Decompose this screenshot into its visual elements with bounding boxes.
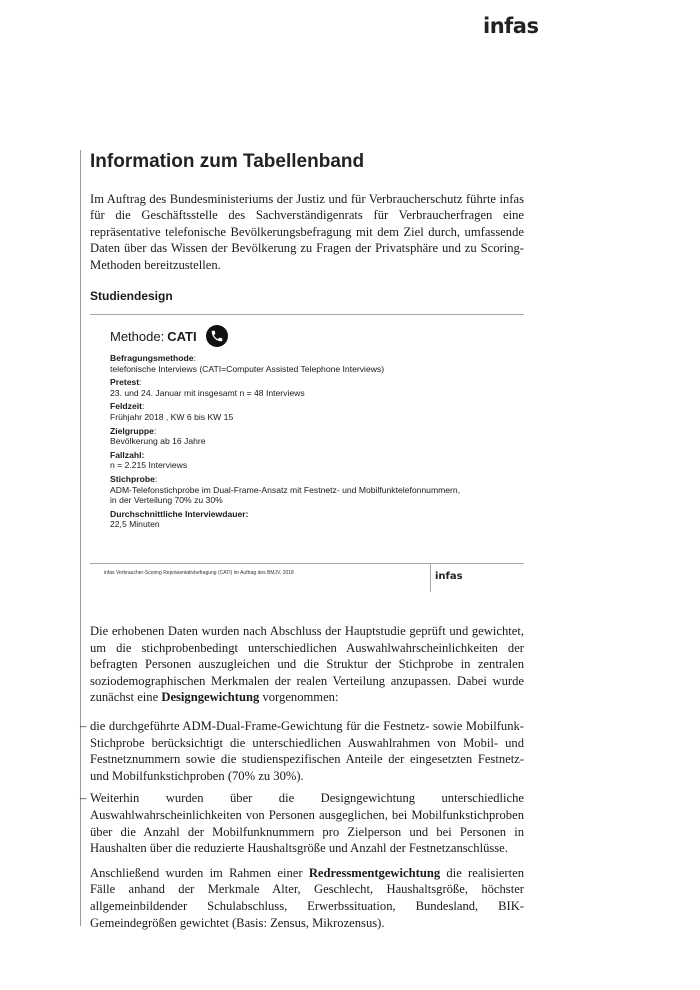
- footer-divider: [430, 564, 431, 592]
- p1-text-start: Die erhobenen Daten wurden nach Abschluss der Hauptstudie geprüft und gewichtet, um die stichprobenbedingt unterschiedlichen Auswahlwahrscheinlichkeiten der befragten Personen auszugleichen und die Struktur der Stichprobe in zentralen soziodemographischen Merkmalen der realen Verteilung anzupassen. Dabei wurde zunächst eine: [90, 624, 524, 705]
- study-item-label: Feldzeit: [110, 401, 142, 412]
- study-item-label: Durchschnittliche Interviewdauer:: [110, 508, 249, 519]
- study-item-label-suffix: :: [154, 473, 158, 484]
- study-item-label-suffix: :: [142, 401, 145, 412]
- page-title: Information zum Tabellenband: [90, 151, 365, 172]
- study-item: [110, 450, 510, 471]
- study-item-value: in der Verteilung 70% zu 30%: [110, 495, 223, 506]
- study-design-box: [90, 314, 524, 564]
- study-item-value: 22,5 Minuten: [110, 519, 160, 530]
- study-item: [110, 401, 510, 422]
- study-items: [110, 353, 510, 533]
- study-item-label: Stichprobe: [110, 473, 155, 484]
- study-item-value: 23. und 24. Januar mit insgesamt n = 48 Interviews: [110, 387, 305, 398]
- list-item: – die durchgeführte ADM-Dual-Frame-Gewichtung für die Festnetz- sowie Mobilfunk-Stichprobe berücksichtigt die unterschiedlichen Auswahlrahmen von Mobil- und Festnetznummern sowie die studienspezifischen Anteile der eingesetzten Festnetz- und Mobilfunkstichproben (70% zu 30%).: [80, 718, 524, 784]
- study-item-label-suffix: :: [139, 377, 142, 388]
- study-item-label: Fallzahl:: [110, 449, 145, 460]
- document-content: [90, 150, 524, 931]
- study-item: [110, 377, 510, 398]
- weighting-bullet-list: [80, 718, 524, 857]
- study-item-value: ADM-Telefonstichprobe im Dual-Frame-Ansatz mit Festnetz- und Mobilfunktelefonnummern,: [110, 484, 461, 495]
- infas-logo: infas: [483, 14, 539, 38]
- p2-text-start: Anschließend wurden im Rahmen einer: [90, 865, 309, 880]
- box-footer-logo: infas: [435, 571, 463, 583]
- redressment-paragraph: [90, 865, 524, 931]
- study-item: [110, 474, 510, 506]
- phone-icon: [206, 325, 228, 347]
- box-footer: [90, 564, 524, 592]
- study-item: [110, 353, 510, 374]
- method-line: [110, 325, 228, 347]
- study-item-value: Bevölkerung ab 16 Jahre: [110, 436, 206, 447]
- p1-text-end: vorgenommen:: [259, 690, 339, 705]
- method-value: CATI: [167, 328, 197, 344]
- study-item-label: Pretest: [110, 377, 140, 388]
- study-item: [110, 509, 510, 530]
- box-footer-text: infas Verbraucher-Scoring Repräsentativbefragung (CATI) im Auftrag des BMJV, 2018: [104, 570, 294, 577]
- study-item: [110, 426, 510, 447]
- intro-paragraph: Im Auftrag des Bundesministeriums der Justiz und für Verbraucherschutz führte infas für die Geschäftsstelle des Sachverständigenrats für Verbraucherfragen eine repräsentative telefonische Bevölkerungsbefragung mit dem Ziel durch, umfassende Daten über das Wissen der Bevölkerung zu Fragen der Privatsphäre und zu Scoring-Methoden bereitzustellen.: [90, 192, 524, 272]
- study-item-label-suffix: :: [153, 425, 157, 436]
- designgewichtung-term: Designgewichtung: [161, 690, 260, 705]
- study-item-label: Befragungsmethode: [110, 353, 194, 364]
- study-item-label: Zielgruppe: [110, 425, 154, 436]
- study-item-value: telefonische Interviews (CATI=Computer Assisted Telephone Interviews): [110, 363, 385, 374]
- study-item-value: Frühjahr 2018 , KW 6 bis KW 15: [110, 412, 234, 422]
- redressmentgewichtung-term: Redressmentgewichtung: [308, 865, 441, 880]
- study-item-label-suffix: :: [193, 353, 196, 364]
- study-item-value: n = 2.215 Interviews: [110, 460, 188, 471]
- weighting-paragraph: [90, 623, 524, 706]
- list-item: – Weiterhin wurden über die Designgewichtung unterschiedliche Auswahlwahrscheinlichkeiten von Personen ausgeglichen, bei Mobilfunkstichproben über die Anzahl der Mobilfunknummern pro Zielperson und bei Personen in Haushalten über die reduzierte Haushaltsgröße und Anzahl der Festnetzanschlüsse.: [80, 790, 524, 856]
- p2-text-end: die realisierten Fälle anhand der Merkmale Alter, Geschlecht, Haushaltsgröße, höchster allgemeinbildender Schulabschluss, Erwerbssituation, Bundesland, BIK-Gemeindegrößen gewichtet (Basis: Zensus, Mikrozensus).: [90, 865, 524, 930]
- studiendesign-heading: Studiendesign: [90, 289, 173, 304]
- method-label: Methode:: [110, 328, 165, 344]
